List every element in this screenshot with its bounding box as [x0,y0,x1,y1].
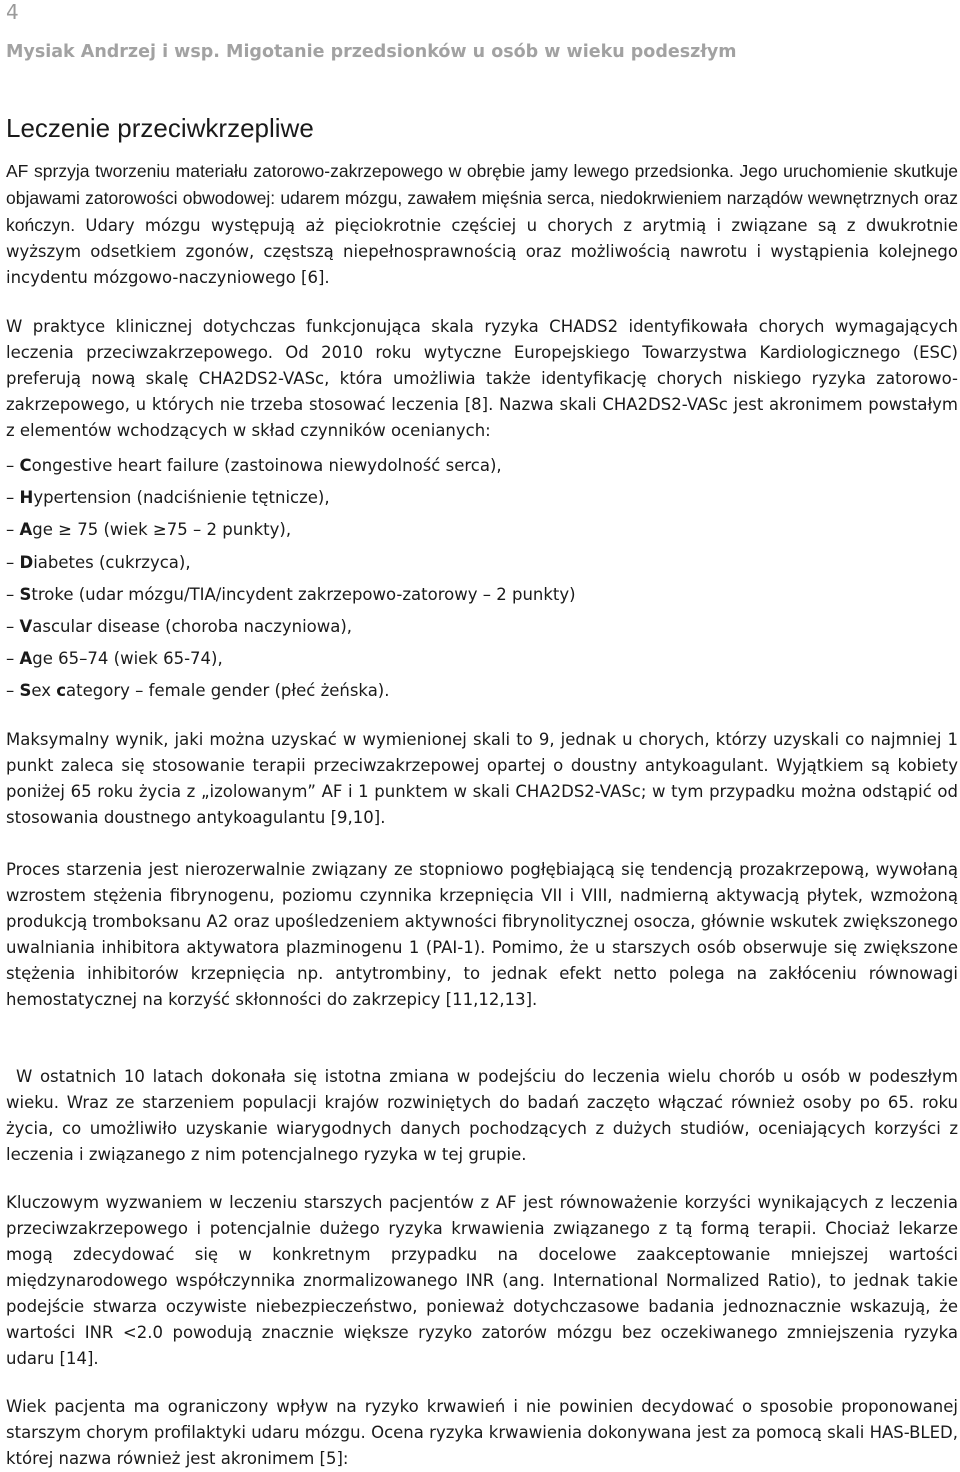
list-item: – Sex category – female gender (płeć żeńska). [6,681,390,701]
paragraph-patient-age: Wiek pacjenta ma ograniczony wpływ na ryzyko krwawień i nie powinien decydować o sposobie proponowanej starszym chorym profilaktyki udaru mózgu. Ocena ryzyka krwawienia dokonywana jest za pomocą skali HAS-BLED, której nazwa również jest akronimem [5]: [6,1397,958,1468]
paragraph-chads2: W praktyce klinicznej dotychczas funkcjonująca skala ryzyka CHADS2 identyfikowała chorych wymagających leczenia przeciwzakrzepowego. Od 2010 roku wytyczne Europejskiego Towarzystwa Kardiologicznego (ESC) preferują nową skalę CHA2DS2-VASc, która umożliwia także identyfikację chorych niskiego ryzyka zatorowo-zakrzepowego, u których nie trzeba stosować leczenia [8]. Nazwa skali CHA2DS2-VASc jest akronimem powstałym z elementów wchodzących w skład czynników ocenianych: [6,317,958,440]
list-item: – Hypertension (nadciśnienie tętnicze), [6,488,330,508]
cha2ds2-vasc-list [6,450,958,708]
paragraph-key-challenge: Kluczowym wyzwaniem w leczeniu starszych pacjentów z AF jest równoważenie korzyści wynikających z leczenia przeciwzakrzepowego i potencjalnie dużego ryzyka krwawienia związanego z tą formą terapii. Chociaż lekarze mogą zdecydować się w konkretnym przypadku na docelowe zaakceptowanie mniejszej wartości międzynarodowego współczynnika znormalizowanego INR (ang. International Normalized Ratio), to jednak takie podejście stwarza oczywiste niebezpieczeństwo, ponieważ dotychczasowe badania jednoznacznie wskazują, że wartości INR <2.0 powodują znacznie większe ryzyko zatorów mózgu bez oczekiwanego zmniejszenia ryzyka udaru [14]. [6,1193,958,1368]
paragraph-af-embolism-part2: Udary mózgu występują aż pięciokrotnie częściej u chorych z arytmią i związane są z dwukrotnie wyższym odsetkiem zgonów, częstszą niepełnosprawnością oraz możliwością nawrotu i wystąpienia kolejnego incydentu mózgowo-naczyniowego [6]. [6,216,959,287]
section-title: Leczenie przeciwkrzepliwe [6,113,314,143]
page-number: 4 [6,0,19,24]
paragraph-max-score: Maksymalny wynik, jaki można uzyskać w wymienionej skali to 9, jednak u chorych, którzy uzyskali co najmniej 1 punkt zaleca się stosowanie terapii przeciwzakrzepowej opartej o doustny antykoagulant. Wyjątkiem są kobiety poniżej 65 roku życia z „izolowanym” AF i 1 punktem w skali CHA2DS2-VASc; w tym przypadku można odstąpić od stosowania doustnego antykoagulantu [9,10]. [6,730,958,827]
paragraph-aging-prothrombotic: Proces starzenia jest nierozerwalnie związany ze stopniowo pogłębiającą się tendencją prozakrzepową, wywołaną wzrostem stężenia fibrynogenu, poziomu czynnika krzepnięcia VII i VIII, nadmierną aktywacją płytek, wzmożoną produkcją tromboksanu A2 oraz upośledzeniem aktywności fibrynolitycznej osocza, głównie wskutek zwiększonego uwalniania inhibitora aktywatora plazminogenu 1 (PAI-1). Pomimo, że u starszych osób obserwuje się zwiększone stężenia inhibitorów krzepnięcia np. antytrombiny, to jednak efekt netto polega na zakłóceniu równowagi hemostatycznej na korzyść skłonności do zakrzepicy [11,12,13]. [6,860,958,1009]
running-header: Mysiak Andrzej i wsp. Migotanie przedsionków u osób w wieku podeszłym [6,42,737,62]
list-item: – Age 65–74 (wiek 65-74), [6,649,223,669]
list-item: – Diabetes (cukrzyca), [6,552,191,572]
paragraph-af-embolism-part1: AF sprzyja tworzeniu materiału zatorowo-zakrzepowego w obrębie jamy lewego przedsionka. Jego uruchomienie skutkuje objawami zatorowości obwodowej: udarem mózgu, zawałem mięśnia serca, niedokrwieniem narządów wewnętrznych oraz kończyn. [6,161,958,235]
list-item: – Vascular disease (choroba naczyniowa), [6,617,353,637]
paragraph-af-embolism [6,158,958,291]
paragraph-last-10-years: W ostatnich 10 latach dokonała się istotna zmiana w podejściu do leczenia wielu chorób u osób w podeszłym wieku. Wraz ze starzeniem populacji krajów rozwiniętych do badań zaczęto włączać również osoby po 65. roku życia, co umożliwiło uzyskanie wiarygodnych danych pochodzących z dużych studiów, oceniających korzyści z leczenia i związanego z nim potencjalnego ryzyka w tej grupie. [6,1067,958,1164]
list-item: – Age ≥ 75 (wiek ≥75 – 2 punkty), [6,520,292,540]
list-item: – Stroke (udar mózgu/TIA/incydent zakrzepowo-zatorowy – 2 punkty) [6,584,576,604]
list-item: – Congestive heart failure (zastoinowa niewydolność serca), [6,456,502,475]
